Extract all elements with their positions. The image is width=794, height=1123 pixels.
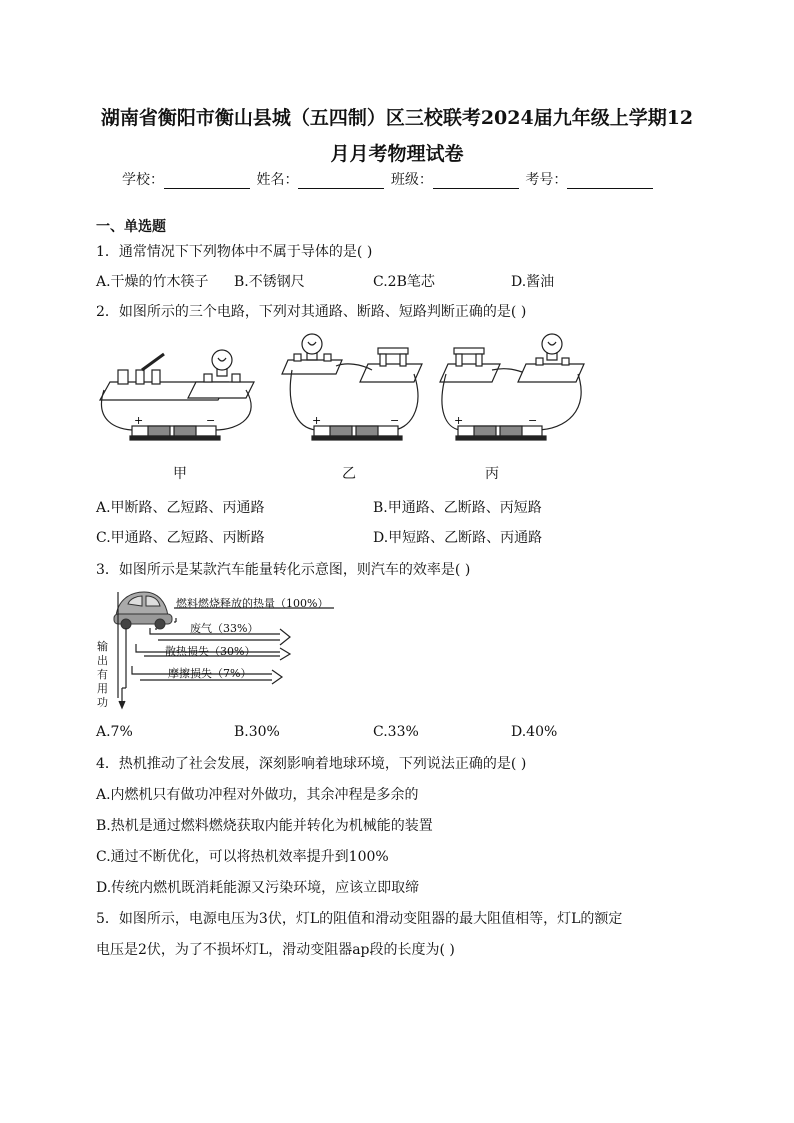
question-5-line1: 5．如图所示，电源电压为3伏，灯L的阻值和滑动变阻器的最大阻值相等，灯L的额定 [96,911,623,927]
q3-option-c: C.33% [373,724,419,740]
plus-sign-bing: + [454,414,464,427]
q4-option-d: D.传统内燃机既消耗能源又污染环境，应该立即取缔 [96,880,420,896]
q1-option-d: D.酱油 [511,274,555,290]
q2-option-b: B.甲通路、乙断路、丙短路 [373,500,542,516]
circuit-jia [100,350,254,440]
exhaust-label: 废气（33%） [190,622,259,635]
q2-option-d: D.甲短路、乙断路、丙通路 [373,530,543,546]
output-work-label: 输出有用功 [97,640,108,709]
q2-option-a: A.甲断路、乙短路、丙通路 [96,500,265,516]
plus-sign-jia: + [134,414,144,427]
question-4-text: 4．热机推动了社会发展，深刻影响着地球环境，下列说法正确的是( ) [96,756,527,772]
q4-option-a: A.内燃机只有做功冲程对外做功，其余冲程是多余的 [96,787,419,803]
exam-title-line1: 湖南省衡阳市衡山县城（五四制）区三校联考2024届九年级上学期12 [100,107,694,129]
minus-sign-bing: − [528,414,538,427]
q4-option-b: B.热机是通过燃料燃烧获取内能并转化为机械能的装置 [96,818,433,834]
q1-option-b: B.不锈钢尺 [234,274,305,290]
school-blank[interactable] [164,174,250,189]
minus-sign-yi: − [390,414,400,427]
q3-option-d: D.40% [511,724,558,740]
minus-sign-jia: − [206,414,216,427]
car-icon [114,592,172,629]
question-3-text: 3．如图所示是某款汽车能量转化示意图，则汽车的效率是( ) [96,562,471,578]
figure-label-yi: 乙 [342,466,356,482]
question-2-text: 2．如图所示的三个电路，下列对其通路、断路、短路判断正确的是( ) [96,304,527,320]
name-label: 姓名： [256,172,299,188]
student-info-row [122,169,655,189]
exam-title-line2: 月月考物理试卷 [330,143,464,165]
name-blank[interactable] [298,174,384,189]
number-label: 考号： [525,172,568,188]
class-blank[interactable] [433,174,519,189]
heat-loss-label: 散热损失（30%） [165,645,256,658]
q3-option-a: A.7% [96,724,133,740]
number-blank[interactable] [567,174,653,189]
q3-option-b: B.30% [234,724,280,740]
q2-option-c: C.甲通路、乙短路、丙断路 [96,530,265,546]
section-heading: 一、单选题 [96,219,166,235]
question-5-line2: 电压是2伏，为了不损坏灯L，滑动变阻器ap段的长度为( ) [96,942,455,958]
plus-sign-yi: + [312,414,322,427]
figure-label-bing: 丙 [485,466,499,482]
q4-option-c: C.通过不断优化，可以将热机效率提升到100% [96,849,389,865]
fuel-heat-label: 燃料燃烧释放的热量（100%） [176,597,329,610]
question-1-text: 1．通常情况下下列物体中不属于导体的是( ) [96,244,373,260]
circuit-yi [282,334,422,440]
q1-option-c: C.2B笔芯 [373,274,435,290]
q1-option-a: A.干燥的竹木筷子 [96,274,209,290]
class-label: 班级： [390,172,433,188]
school-label: 学校： [122,172,164,188]
figure-label-jia: 甲 [173,466,187,482]
friction-loss-label: 摩擦损失（7%） [168,667,252,680]
